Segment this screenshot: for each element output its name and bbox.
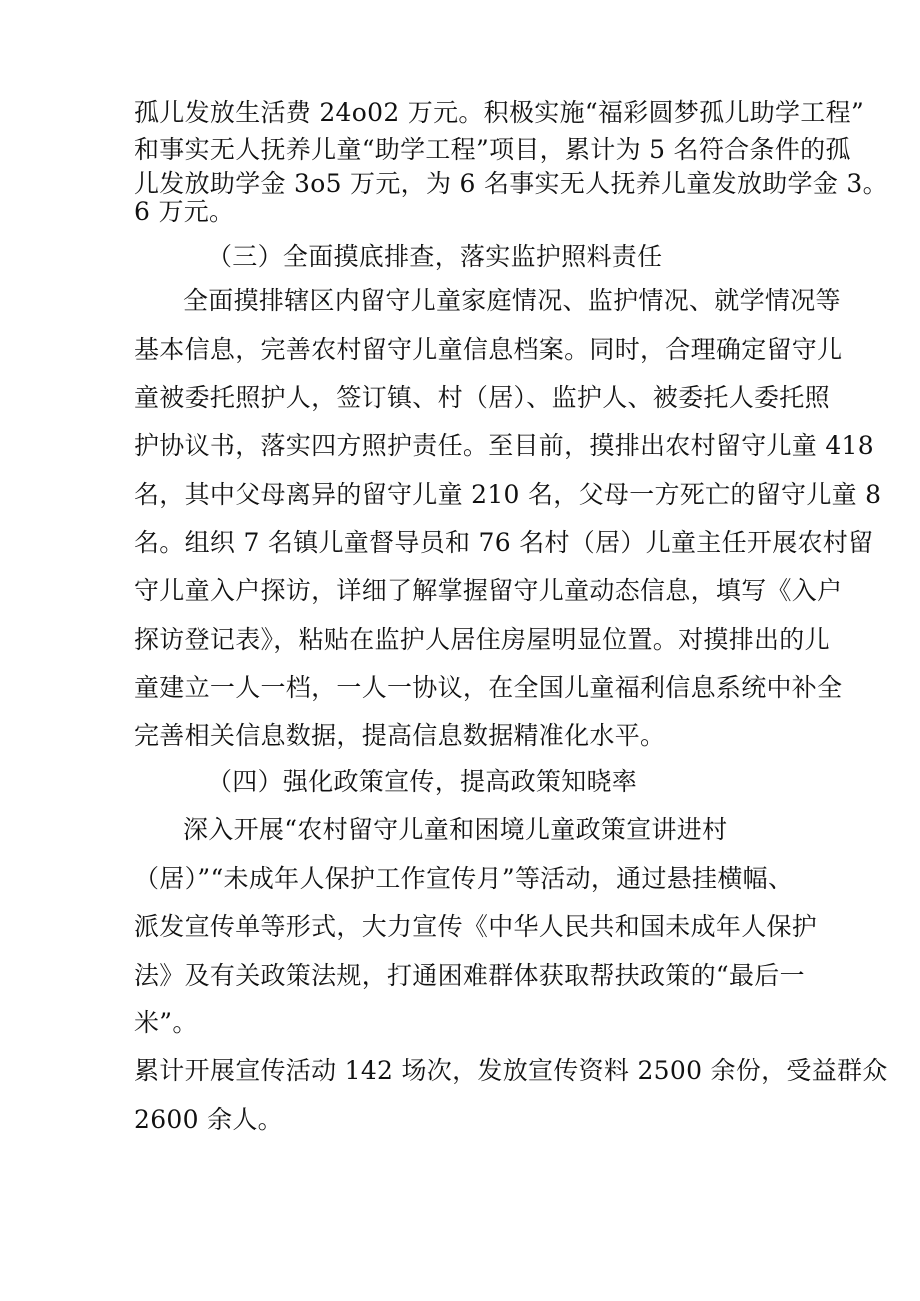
text-line-4: 6 万元。 <box>134 197 235 226</box>
text-line-10: 名，其中父母离异的留守儿童 210 名，父母一方死亡的留守儿童 8 <box>134 480 882 509</box>
section-heading-4: （四）强化政策宣传，提高政策知晓率 <box>207 767 638 796</box>
text-line-15: 完善相关信息数据，提高信息数据精准化水平。 <box>134 721 666 750</box>
text-line-22: 累计开展宣传活动 142 场次，发放宣传资料 2500 余份，受益群众 <box>134 1056 888 1085</box>
text-line-11: 名。组织 7 名镇儿童督导员和 76 名村（居）儿童主任开展农村留 <box>134 528 874 557</box>
text-line-18: （居）”“未成年人保护工作宣传月”等活动，通过悬挂横幅、 <box>134 864 794 893</box>
text-line-14: 童建立一人一档，一人一协议，在全国儿童福利信息系统中补全 <box>134 673 843 702</box>
text-line-3: 儿发放助学金 3o5 万元，为 6 名事实无人抚养儿童发放助学金 3。 <box>134 169 888 198</box>
text-line-1: 孤儿发放生活费 24o02 万元。积极实施“福彩圆梦孤儿助学工程” <box>134 98 865 127</box>
text-line-9: 护协议书，落实四方照护责任。至目前，摸排出农村留守儿童 418 <box>134 431 874 460</box>
text-line-21: 米”。 <box>134 1008 198 1037</box>
text-line-2: 和事实无人抚养儿童“助学工程”项目，累计为 5 名符合条件的孤 <box>134 135 851 164</box>
text-line-23: 2600 余人。 <box>134 1105 283 1134</box>
text-line-8: 童被委托照护人，签订镇、村（居）、监护人、被委托人委托照 <box>134 383 830 412</box>
text-line-17: 深入开展“农村留守儿童和困境儿童政策宣讲进村 <box>183 815 728 844</box>
text-line-13: 探访登记表》，粘贴在监护人居住房屋明显位置。对摸排出的儿 <box>134 625 830 654</box>
text-line-12: 守儿童入户探访，详细了解掌握留守儿童动态信息，填写《入户 <box>134 576 843 605</box>
text-line-7: 基本信息，完善农村留守儿童信息档案。同时，合理确定留守儿 <box>134 335 843 364</box>
text-line-19: 派发宣传单等形式，大力宣传《中华人民共和国未成年人保护 <box>134 912 818 941</box>
text-line-20: 法》及有关政策法规，打通困难群体获取帮扶政策的“最后一 <box>134 961 805 990</box>
section-heading-3: （三）全面摸底排查，落实监护照料责任 <box>207 242 663 271</box>
text-line-6: 全面摸排辖区内留守儿童家庭情况、监护情况、就学情况等 <box>183 286 841 315</box>
